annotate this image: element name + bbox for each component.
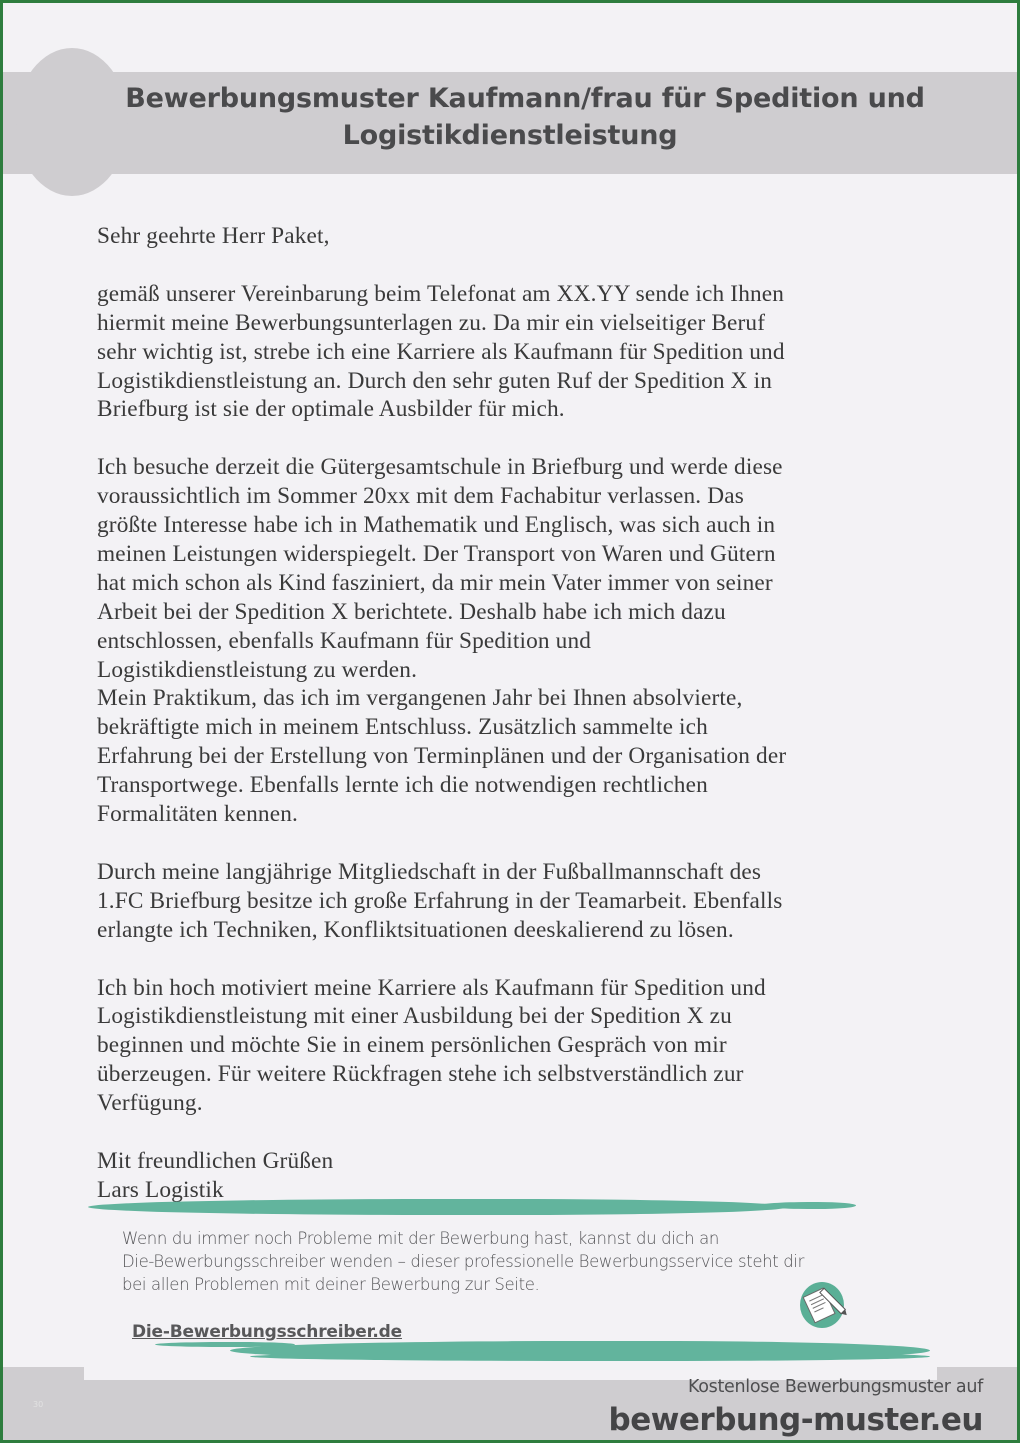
- text-line: Briefburg ist sie der optimale Ausbilder für mich.: [97, 396, 565, 423]
- brush-stroke-bottom-overlap: [250, 1352, 930, 1361]
- promo-line: bei allen Problemen mit deiner Bewerbung zur Seite.: [122, 1275, 540, 1294]
- paragraph-2: [97, 453, 957, 829]
- page-title: [0, 80, 1020, 154]
- text-line: entschlossen, ebenfalls Kaufmann für Spedition und: [97, 627, 592, 654]
- text-line: meinen Leistungen widerspiegelt. Der Transport von Waren und Gütern: [97, 540, 776, 567]
- brush-stroke-top: [88, 1199, 788, 1215]
- brush-stroke-top-tail: [760, 1202, 856, 1209]
- text-line: Arbeit bei der Spedition X berichtete. Deshalb habe ich mich dazu: [97, 598, 726, 625]
- text-line: Logistikdienstleistung mit einer Ausbildung bei der Spedition X zu: [97, 1003, 732, 1030]
- text-line: Verfügung.: [97, 1090, 203, 1117]
- promo-line: Wenn du immer noch Probleme mit der Bewerbung hast, kannst du dich an: [122, 1229, 720, 1248]
- text-line: Logistikdienstleistung zu werden.: [97, 656, 418, 683]
- text-line: Transportwege. Ebenfalls lernte ich die notwendigen rechtlichen: [97, 772, 708, 799]
- text-line: überzeugen. Für weitere Rückfragen stehe ich selbstverständlich zur: [97, 1061, 744, 1088]
- footer-tagline: Kostenlose Bewerbungsmuster auf: [687, 1377, 983, 1397]
- text-line: erlangte ich Techniken, Konfliktsituationen deeskalierend zu lösen.: [97, 916, 734, 943]
- text-line: sehr wichtig ist, strebe ich eine Karriere als Kaufmann für Spedition und: [97, 338, 785, 365]
- signature: Lars Logistik: [97, 1176, 224, 1203]
- document-pen-icon: [800, 1279, 848, 1329]
- page-number: 30: [33, 1400, 44, 1409]
- letter-body: [97, 222, 957, 1205]
- text-line: Durch meine langjährige Mitgliedschaft in der Fußballmannschaft des: [97, 858, 762, 885]
- paragraph-3: [97, 858, 957, 945]
- text-line: voraussichtlich im Sommer 20xx mit dem Fachabitur verlassen. Das: [97, 483, 744, 510]
- text-line: beginnen und möchte Sie in einem persönlichen Gespräch von mir: [97, 1032, 727, 1059]
- text-line: Formalitäten kennen.: [97, 801, 298, 828]
- promo-line: Die-Bewerbungsschreiber wenden – dieser professionelle Bewerbungsservice steht dir: [122, 1252, 805, 1271]
- text-line: Mein Praktikum, das ich im vergangenen Jahr bei Ihnen absolvierte,: [97, 685, 743, 712]
- paragraph-4: [97, 974, 957, 1119]
- text-line: gemäß unserer Vereinbarung beim Telefonat am XX.YY sende ich Ihnen: [97, 280, 785, 307]
- text-line: Logistikdienstleistung an. Durch den sehr guten Ruf der Spedition X in: [97, 367, 773, 394]
- text-line: größte Interesse habe ich in Mathematik und Englisch, was sich auch in: [97, 512, 776, 539]
- bewerbungsschreiber-link[interactable]: Die-Bewerbungsschreiber.de: [132, 1322, 402, 1342]
- text-line: Erfahrung bei der Erstellung von Terminplänen und der Organisation der: [97, 743, 787, 770]
- salutation: Sehr geehrte Herr Paket,: [97, 223, 330, 249]
- title-line-2: Logistikdienstleistung: [342, 120, 678, 151]
- text-line: hiermit meine Bewerbungsunterlagen zu. Da mir ein vielseitiger Beruf: [97, 309, 766, 336]
- text-line: bekräftigte mich in meinem Entschluss. Zusätzlich sammelte ich: [97, 714, 708, 741]
- text-line: hat mich schon als Kind fasziniert, da mir mein Vater immer von seiner: [97, 569, 773, 596]
- footer-site-link[interactable]: bewerbung-muster.eu: [608, 1402, 983, 1438]
- title-line-1: Bewerbungsmuster Kaufmann/frau für Spedition und: [125, 83, 925, 114]
- promo-text: [122, 1227, 912, 1296]
- text-line: Ich bin hoch motiviert meine Karriere als Kaufmann für Spedition und: [97, 974, 766, 1001]
- text-line: Ich besuche derzeit die Gütergesamtschule in Briefburg und werde diese: [97, 454, 783, 481]
- closing: Mit freundlichen Grüßen: [97, 1147, 334, 1174]
- paragraph-1: [97, 280, 957, 425]
- text-line: 1.FC Briefburg besitze ich große Erfahrung in der Teamarbeit. Ebenfalls: [97, 887, 783, 914]
